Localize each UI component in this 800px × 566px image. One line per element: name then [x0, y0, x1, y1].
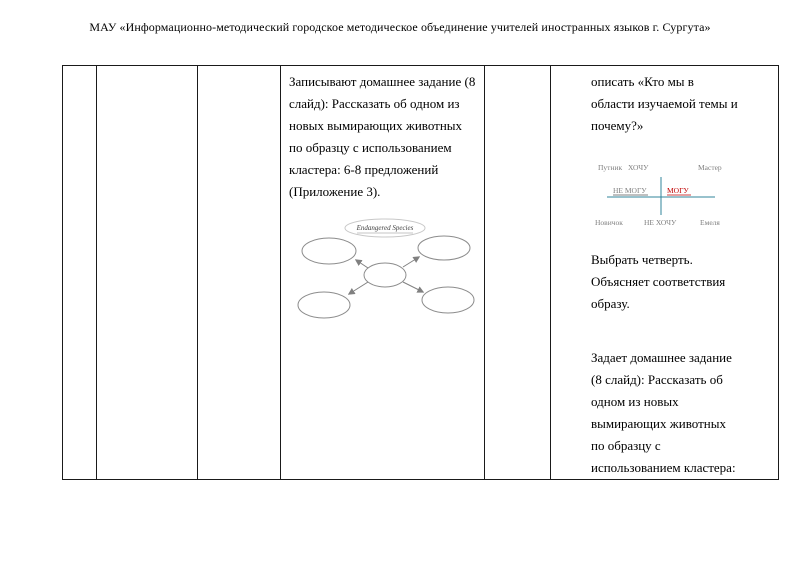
quadrant-label-ne-mogu: НЕ МОГУ: [613, 186, 647, 195]
quadrant-label-master: Мастер: [698, 163, 722, 172]
text-line: одном из новых: [591, 394, 679, 409]
quadrant-label-novichok: Новичок: [595, 218, 623, 227]
text-line: кластера: 6-8 предложений: [289, 162, 439, 177]
text-line: вымирающих животных: [591, 416, 726, 431]
students-homework-text: [289, 71, 483, 203]
quadrant-label-hochu: ХОЧУ: [628, 163, 649, 172]
cluster-topleft-oval: [302, 238, 356, 264]
cluster-arrow-topleft: [356, 260, 368, 268]
table-row: [63, 66, 779, 480]
table-cell-empty-4: [485, 66, 551, 480]
table-cell-empty-2: [97, 66, 198, 480]
table-cell-students-activity: [281, 66, 485, 480]
text-line: Выбрать четверть.: [591, 252, 693, 267]
teacher-middle-text: [591, 249, 754, 315]
teacher-homework-text: [591, 347, 754, 479]
text-line: по образцу с: [591, 438, 661, 453]
cluster-arrow-bottomright: [403, 282, 423, 292]
text-line: области изучаемой темы и: [591, 96, 738, 111]
cluster-topright-oval: [418, 236, 470, 260]
text-line: (8 слайд): Рассказать об: [591, 372, 723, 387]
cluster-diagram-image: [297, 217, 477, 329]
quadrant-label-ne-hochu: НЕ ХОЧУ: [644, 218, 677, 227]
text-line: Задает домашнее задание: [591, 350, 732, 365]
text-line: по образцу с использованием: [289, 140, 452, 155]
cluster-bottomright-oval: [422, 287, 474, 313]
text-line: Объясняет соответствия: [591, 274, 726, 289]
text-line: описать «Кто мы в: [591, 74, 694, 89]
text-line: новых вымирающих животных: [289, 118, 463, 133]
quadrant-label-mogu: МОГУ: [667, 186, 689, 195]
teacher-intro-text: [591, 71, 754, 137]
text-line: использованием кластера:: [591, 460, 736, 475]
cluster-arrow-topright: [403, 257, 419, 267]
cluster-center-oval: [364, 263, 406, 287]
text-line: (Приложение 3).: [289, 184, 381, 199]
table-cell-empty-1: [63, 66, 97, 480]
table-cell-teacher-activity: [551, 66, 779, 480]
lesson-plan-table: [62, 65, 779, 480]
text-line: почему?»: [591, 118, 644, 133]
cluster-arrow-bottomleft: [349, 282, 368, 294]
cluster-diagram-title: Endangered Species: [356, 224, 413, 232]
table-cell-empty-3: [198, 66, 281, 480]
quadrant-diagram-image: [591, 153, 731, 235]
document-header-title: МАУ «Информационно-методический городское методическое объединение учителей иностранных языков г. Сургута»: [89, 20, 711, 34]
quadrant-label-emelya: Емеля: [700, 218, 720, 227]
text-line: Записывают домашнее задание (8: [289, 74, 476, 89]
quadrant-label-putnik: Путник: [598, 163, 623, 172]
cluster-bottomleft-oval: [298, 292, 350, 318]
text-line: слайд): Рассказать об одном из: [289, 96, 460, 111]
text-line: образу.: [591, 296, 630, 311]
